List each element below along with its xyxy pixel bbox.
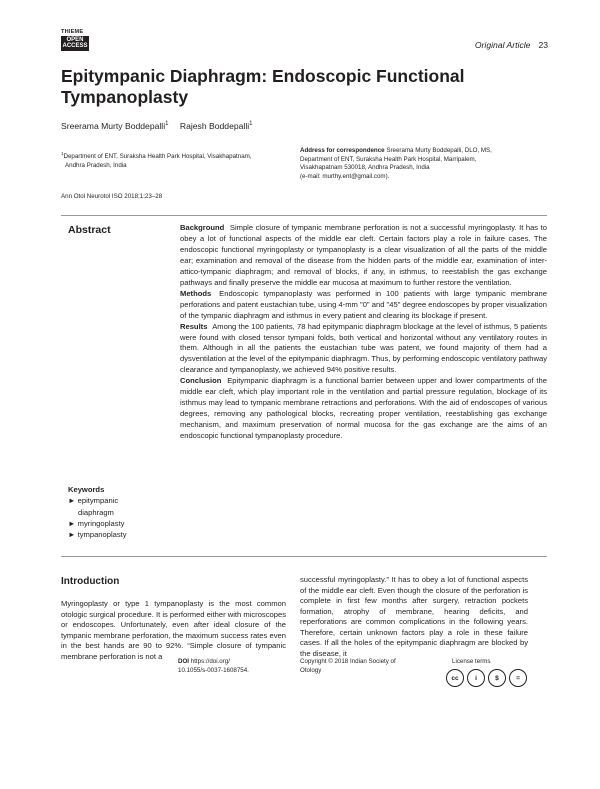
- author-name: Sreerama Murty Boddepalli: [61, 121, 166, 131]
- abstract-methods: Methods Endoscopic tympanoplasty was performed in 100 patients with large tympanic membrane perforations and patent eustachian tube, using 4-mm "0" and "45" degree endoscopes by proper visualization of the tympanic diaphragm and isthmus in every patient and clearing its blockage if present.: [180, 288, 547, 320]
- publisher-logo: [61, 29, 91, 51]
- keywords-heading: Keywords: [68, 485, 105, 494]
- nc-icon: $: [488, 669, 506, 687]
- license-icons[interactable]: [446, 669, 528, 687]
- abstract-body: [180, 223, 547, 442]
- nd-icon: =: [509, 669, 527, 687]
- author-name: Rajesh Boddepalli: [179, 121, 250, 131]
- author-affiliation-mark: 1: [165, 121, 169, 128]
- journal-citation: Ann Otol Neurotol ISO 2018;1:23–28: [61, 193, 163, 200]
- keyword-item: ► tympanoplasty: [68, 530, 127, 540]
- affiliation: $^1$Department of ENT, Suraksha Health Park Hospital, Visakhapatnam, Andhra Pradesh, India: [61, 151, 252, 169]
- running-header: [475, 40, 548, 50]
- introduction-heading: Introduction: [61, 576, 120, 587]
- page-number: 23: [538, 40, 548, 50]
- author-list: [61, 121, 253, 131]
- abstract-background: Background Simple closure of tympanic membrane perforation is not a successful myringoplasty. It has to obey a lot of functional aspects of the middle ear cleft. Certain factors play a role in failure cases. The endoscopic functional myringoplasty or tympanoplasty is a clear visualization of all the parts of the middle ear; examination and removal of the disease from the hidden parts of the middle ear, examination of inter-attico-tympanic diaphragm; and removal of blocks, if any, in isthmus, to reestablish the gas exchange pathways and finally preserve the middle ear mucosa at maximum to further restore the ventilation.: [180, 223, 547, 287]
- doi-link[interactable]: https://doi.org/: [190, 658, 230, 665]
- introduction-column-1: Myringoplasty or type 1 tympanoplasty is the most common otologic surgical procedure. It is performed either with microscopes or endoscopes. Unfortunately, even after ideal closure of the tympanic membrane perforation, the maximum success rates even in the best hands are 90 to 92%. “Simple closure of tympanic membrane perforation is not a: [61, 599, 286, 661]
- correspondence-address: Address for correspondence Sreerama Murty Boddepalli, DLO, MS, Department of ENT, Suraksha Health Park Hospital, Marripalem, Visakhapatnam 530018, Andhra Pradesh, India (e-mail: murthy.ent@gmail.com).: [300, 147, 545, 181]
- open-access-badge: OPEN ACCESS: [62, 37, 88, 50]
- abstract-top-rule: [61, 215, 547, 216]
- introduction-column-2: successful myringoplasty.” It has to obey a lot of functional aspects of the middle ear cleft. Even though the closure of the perforation is complete in first few months after surgery, retraction pockets formation, atrophy of membrane, hearing deficits, and reperforations are common complications in the following years. Therefore, certain unknown factors play a role in these failure cases. If all the holes of the epitympanic diaphragm are blocked by the disease, it: [300, 575, 528, 658]
- by-icon: i: [467, 669, 485, 687]
- copyright: Copyright © 2018 Indian Society of Otology: [300, 658, 396, 674]
- abstract-heading: Abstract: [68, 224, 111, 236]
- abstract-results: Results Among the 100 patients, 78 had epitympanic diaphragm blockage at the level of isthmus, 5 patients were found with closed tensor tympani folds, both vertical and horizontal without any ventilatory routes in them. Although in all the patients the eustachian tube was patent, we found majority of them had a dysventilation at the level of the epitympanic diaphragm. Thus, by performing endoscopic ventilatory pathway clearance and tympanoplasty, we achieved 94% positive results.: [180, 321, 547, 375]
- keyword-item: ► epitympanic diaphragm: [68, 496, 119, 517]
- publisher-name: THIEME: [61, 29, 84, 35]
- author-affiliation-mark: 1: [249, 121, 253, 128]
- keywords: [68, 484, 127, 540]
- doi-link[interactable]: 10.1055/s-0037-1608754.: [178, 666, 249, 674]
- article-title: Epitympanic Diaphragm: Endoscopic Functional Tympanoplasty: [61, 66, 465, 107]
- cc-icon: cc: [446, 669, 464, 687]
- abstract-bottom-rule: [61, 556, 547, 557]
- correspondence-email: (e-mail: murthy.ent@gmail.com).: [300, 172, 390, 180]
- license-terms-label: License terms: [452, 658, 491, 665]
- abstract-conclusion: Conclusion Epitympanic diaphragm is a functional barrier between upper and lower compartments of the middle ear cleft, which play important role in the ventilation and partial pressure regulation, blockage of its isthmus may lead to tympanic membrane retractions and perforations. With the aid of endoscopes of various degrees, removing any pathological blocks, recreating proper ventilation, reestablishing gas exchange mechanism, and maximum preservation of normal mucosa for the gas exchange are the aims of an endoscopic functional tympanoplasty procedure.: [180, 376, 547, 441]
- doi: DOI https://doi.org/ 10.1055/s-0037-1608754.: [178, 658, 278, 675]
- article-type: Original Article: [474, 40, 531, 50]
- keyword-item: ► myringoplasty: [68, 518, 125, 528]
